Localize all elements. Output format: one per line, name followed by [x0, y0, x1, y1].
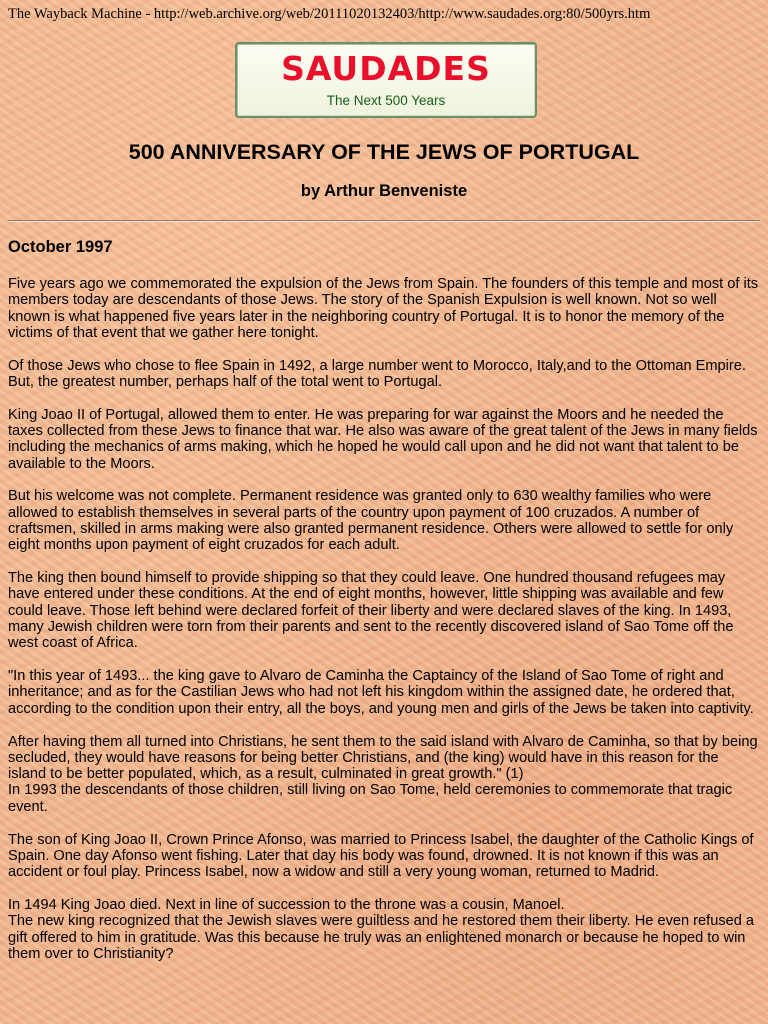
paragraph: King Joao II of Portugal, allowed them to enter. He was preparing for war against the Moors and he needed the taxes collected from these Jews to finance that war. He also was aware of the great talent of the Jews in many fields including the mechanics of arms making, which he hoped he would call upon and he did not want that talent to be available to the Moors. [8, 406, 758, 472]
paragraph: But his welcome was not complete. Permanent residence was granted only to 630 wealthy families who were allowed to establish themselves in several parts of the country upon payment of 100 cruzados. A number of craftsmen, skilled in arms making were also granted permanent residence. Others were allowed to settle for only eight months upon payment of eight cruzados for each adult. [8, 488, 734, 554]
paragraph: The son of King Joao II, Crown Prince Afonso, was married to Princess Isabel, the daughter of the Catholic Kings of Spain. One day Afonso went fishing. Later that day his body was found, drowned. It is not known if this was an accident or foul play. Princess Isabel, now a widow and still a very young woman, returned to Madrid. [8, 831, 754, 881]
paragraph: Of those Jews who chose to flee Spain in 1492, a large number went to Morocco, Italy,and to the Ottoman Empire. But, the greatest number, perhaps half of the total went to Portugal. [8, 357, 746, 390]
paragraph: Five years ago we commemorated the expulsion of the Jews from Spain. The founders of this temple and most of its members today are descendants of those Jews. The story of the Spanish Expulsion is well known. Not so well known is what happened five years later in the neighboring country of Portugal. It is to honor the memory of the victims of that event that we gather here tonight. [8, 276, 759, 341]
logo-title: SAUDADES [281, 49, 491, 88]
date-heading: October 1997 [8, 238, 113, 256]
divider [8, 220, 760, 222]
byline: by Arthur Benveniste [300, 182, 468, 200]
page-title: 500 ANNIVERSARY OF THE JEWS OF PORTUGAL [128, 140, 640, 164]
paragraph: After having them all turned into Christians, he sent them to the said island with Alvaro de Caminha, so that by being secluded, they would have reasons for being better Christians, and (the king) would have in this reason for the island to be better populated, which, as a result, culminated in great growth." (1) In 1993 the descendants of those children, still living on Sao Tome, held ceremonies to commemorate that tragic event. [8, 733, 758, 815]
wayback-header: The Wayback Machine - http://web.archive.org/web/20111020132403/http://www.saudades.org:80/500yrs.htm [8, 6, 651, 22]
saudades-logo[interactable] [235, 42, 537, 118]
paragraph: "In this year of 1493... the king gave to Alvaro de Caminha the Captaincy of the Island of Sao Tome of right and inheritance; and as for the Castilian Jews who had not left his kingdom within the assigned date, he ordered that, according to the condition upon their entry, all the boys, and young men and girls of the Jews be taken into captivity. [8, 668, 754, 717]
article-body [8, 276, 760, 979]
paragraph: The king then bound himself to provide shipping so that they could leave. One hundred thousand refugees may have entered under these conditions. At the end of eight months, however, little shipping was available and few could leave. Those left behind were declared forfeit of their liberty and were declared slaves of the king. In 1493, many Jewish children were torn from their parents and sent to the recently discovered island of Sao Tome off the west coast of Africa. [8, 570, 734, 652]
paragraph: In 1494 King Joao died. Next in line of succession to the throne was a cousin, Manoel. The new king recognized that the Jewish slaves were guiltless and he restored them their liberty. He even refused a gift offered to him in gratitude. Was this because he truly was an enlightened monarch or because he hoped to win them over to Christianity? [8, 896, 755, 962]
logo-subtitle: The Next 500 Years [326, 93, 446, 108]
